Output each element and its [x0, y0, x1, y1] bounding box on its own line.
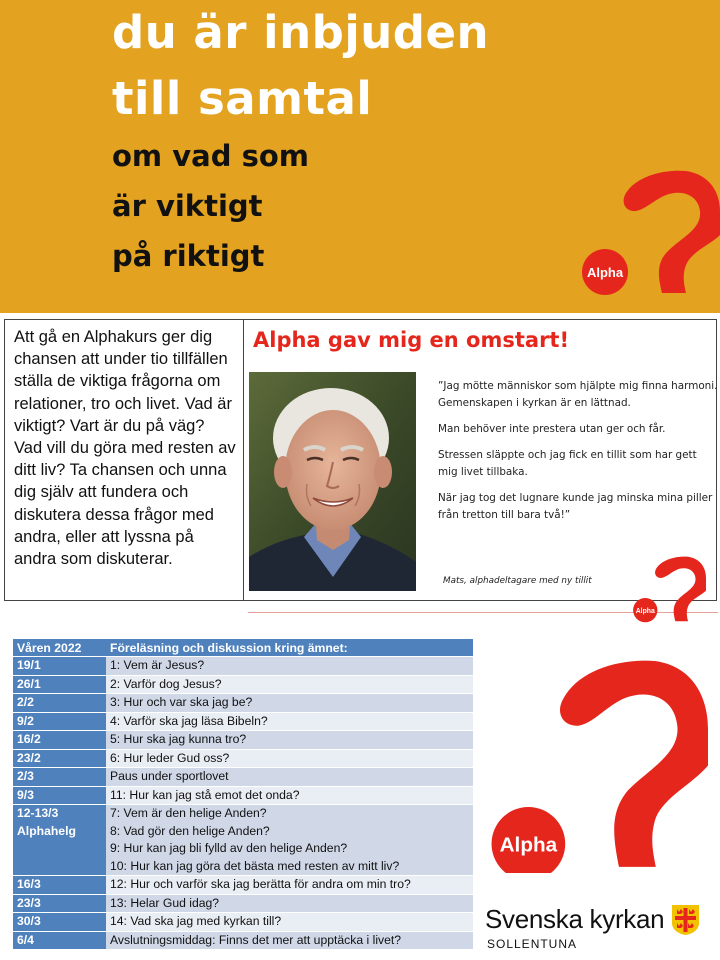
schedule-date [13, 913, 106, 932]
alpha-logo-icon [578, 165, 720, 297]
schedule-date [13, 694, 106, 713]
intro-text: Att gå en Alphakurs ger dig chansen att under tio tillfällen ställa de viktiga frågorna om relationer, tro och livet. Vad är viktigt? Vart är du på väg? Vad vill du göra med resten av ditt liv? Ta chansen och unna dig själv att fundera och diskutera dessa frågor med andra, eller att lyssna på andra som diskuterar. [14, 328, 236, 569]
schedule-date-text: 19/1 [17, 658, 41, 672]
schedule-topic-line: 8: Vad gör den helige Anden? [110, 823, 270, 838]
schedule-row [13, 731, 473, 750]
quote-paragraph: Man behöver inte prestera utan ger och får. [438, 423, 666, 435]
schedule-topic-line: 1: Vem är Jesus? [110, 658, 205, 672]
schedule-topic [106, 913, 473, 932]
schedule-topic-line: 5: Hur ska jag kunna tro? [110, 732, 247, 746]
schedule-row [13, 712, 473, 731]
schedule-topic [106, 786, 473, 805]
banner-headline-1: du är inbjuden [112, 6, 490, 59]
schedule-topic-line: 6: Hur leder Gud oss? [110, 750, 230, 765]
schedule-topic-line: 7: Vem är den helige Anden? [110, 806, 267, 820]
schedule-topic-line: 9: Hur kan jag bli fylld av den helige Anden? [110, 841, 348, 855]
schedule-topic-line: 3: Hur och var ska jag be? [110, 695, 253, 709]
schedule-row [13, 931, 473, 950]
schedule-topic-line: Paus under sportlovet [110, 769, 229, 783]
banner-subline-3: på riktigt [112, 239, 265, 273]
testimonial-title: Alpha gav mig en omstart! [253, 328, 570, 352]
schedule-topic [106, 876, 473, 895]
schedule-header-date: Våren 2022 [13, 639, 106, 657]
quote-paragraph: När jag tog det lugnare kunde jag minska mina piller från tretton till bara två!” [438, 492, 713, 521]
schedule-body [13, 657, 473, 950]
schedule-row [13, 768, 473, 787]
schedule-date-text: 9/2 [17, 713, 34, 728]
schedule-topic-line: 4: Varför ska jag läsa Bibeln? [110, 713, 268, 728]
quote-paragraph: ”Jag mötte människor som hjälpte mig finna harmoni. Gemenskapen i kyrkan är en lättnad. [438, 380, 718, 409]
schedule-topic-line: Avslutningsmiddag: Finns det mer att upptäcka i livet? [110, 932, 402, 947]
schedule-topic [106, 749, 473, 768]
schedule-row [13, 805, 473, 876]
schedule-row [13, 749, 473, 768]
alpha-logo-text: Alpha [586, 265, 624, 280]
alpha-logo-large-text: Alpha [499, 833, 558, 857]
schedule-date [13, 712, 106, 731]
schedule-row [13, 694, 473, 713]
schedule-topic-line: 2: Varför dog Jesus? [110, 676, 222, 691]
schedule-topic-line: 13: Helar Gud idag? [110, 895, 220, 910]
schedule-date-subtitle: Alphahelg [17, 823, 76, 838]
schedule-date-text: 16/3 [17, 877, 41, 891]
schedule-row [13, 786, 473, 805]
schedule-date-text: 6/4 [17, 932, 34, 947]
schedule-date-text: 2/3 [17, 769, 34, 783]
column-divider [243, 320, 244, 600]
schedule-date [13, 675, 106, 694]
schedule-date-text: 16/2 [17, 732, 41, 746]
schedule-date-text: 30/3 [17, 914, 41, 928]
testimonial-signature: Mats, alphadeltagare med ny tillit [443, 576, 592, 586]
schedule-table [13, 639, 473, 950]
schedule-topic-line: 14: Vad ska jag med kyrkan till? [110, 914, 282, 928]
schedule-topic [106, 694, 473, 713]
schedule-topic [106, 712, 473, 731]
schedule-row [13, 913, 473, 932]
schedule-topic [106, 805, 473, 876]
schedule-date [13, 931, 106, 950]
alpha-logo-large-icon [490, 655, 708, 873]
church-parish: SOLLENTUNA [487, 937, 578, 951]
schedule-date-text: 12-13/3 [17, 806, 59, 820]
schedule-date [13, 894, 106, 913]
schedule-row [13, 675, 473, 694]
schedule-date [13, 786, 106, 805]
banner-subline-2: är viktigt [112, 189, 263, 223]
quote-paragraph: Stressen släppte och jag fick en tillit som har gett mig livet tillbaka. [438, 449, 697, 478]
banner-subline-1: om vad som [112, 139, 309, 173]
testimonial-quote [438, 378, 718, 533]
schedule-topic-line: 10: Hur kan jag göra det bästa med resten av mitt liv? [110, 858, 400, 873]
schedule-row [13, 876, 473, 895]
schedule-header-row [13, 639, 473, 657]
schedule-date-text: 23/3 [17, 895, 41, 910]
schedule-date [13, 805, 106, 876]
schedule-topic [106, 894, 473, 913]
church-name: Svenska kyrkan [485, 904, 665, 934]
schedule-topic [106, 657, 473, 676]
church-crest-icon [672, 905, 699, 935]
schedule-date [13, 731, 106, 750]
schedule-date-text: 2/2 [17, 695, 34, 709]
schedule-row [13, 894, 473, 913]
invitation-banner [0, 0, 720, 313]
schedule-topic [106, 931, 473, 950]
schedule-topic-line: 12: Hur och varför ska jag berätta för andra om min tro? [110, 877, 411, 891]
info-box [4, 319, 717, 601]
schedule-topic-line: 11: Hur kan jag stå emot det onda? [110, 787, 300, 802]
schedule-date-text: 23/2 [17, 750, 41, 765]
schedule-topic [106, 768, 473, 787]
alpha-logo-small-icon [631, 553, 706, 624]
schedule-date-text: 9/3 [17, 787, 34, 802]
schedule-date [13, 657, 106, 676]
schedule-date [13, 876, 106, 895]
schedule-date [13, 768, 106, 787]
schedule-header-topic: Föreläsning och diskussion kring ämnet: [106, 639, 473, 657]
schedule-row [13, 657, 473, 676]
schedule-date-text: 26/1 [17, 676, 41, 691]
schedule-date [13, 749, 106, 768]
schedule-topic [106, 731, 473, 750]
portrait-photo [249, 372, 416, 591]
schedule-topic [106, 675, 473, 694]
alpha-logo-small-text: Alpha [635, 607, 655, 615]
banner-headline-2: till samtal [112, 72, 373, 125]
